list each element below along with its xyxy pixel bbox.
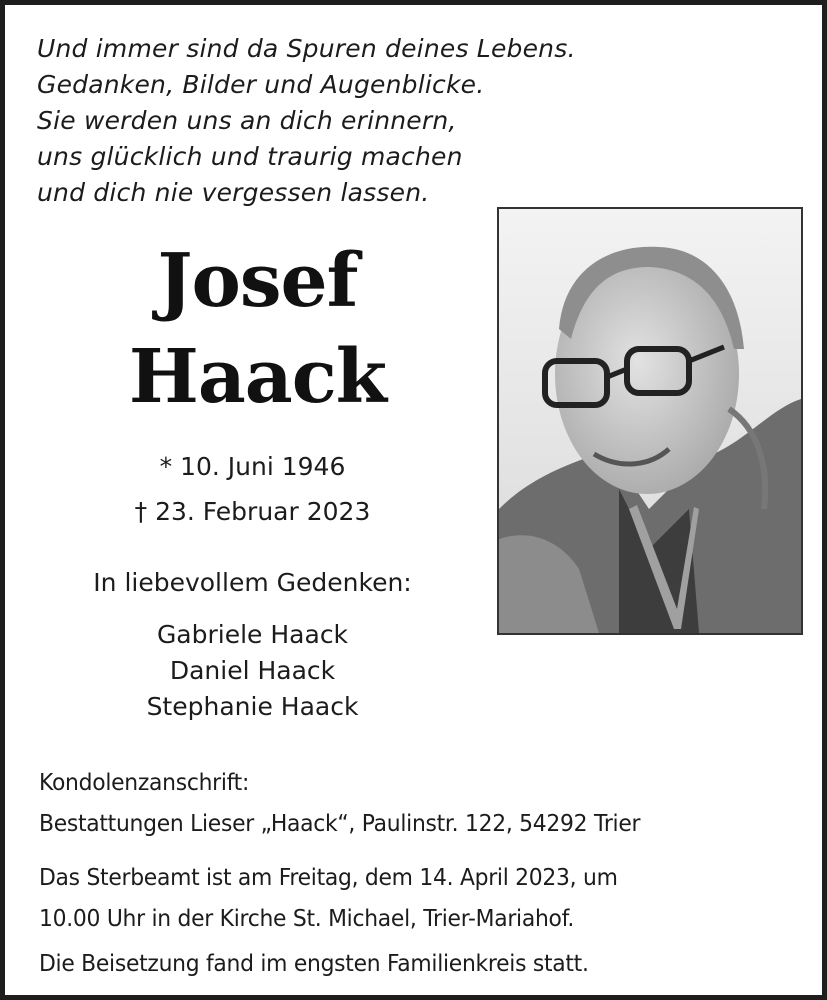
burial-info: Die Beisetzung fand im engsten Familienkreis statt.: [39, 949, 589, 977]
mourners-intro: In liebevollem Gedenken:: [93, 568, 412, 597]
poem-line: und dich nie vergessen lassen.: [37, 178, 430, 207]
death-date: † 23. Februar 2023: [134, 497, 371, 526]
deceased-first-name: Josef: [157, 238, 358, 324]
deceased-last-name: Haack: [128, 334, 387, 420]
mass-info-line-1: Das Sterbeamt ist am Freitag, dem 14. April 2023, um: [39, 863, 618, 891]
mourner-name: Gabriele Haack: [156, 620, 349, 649]
poem: [37, 31, 576, 211]
mourner-name: Stephanie Haack: [146, 692, 359, 721]
poem-line: Und immer sind da Spuren deines Lebens.: [37, 34, 576, 63]
poem-line: uns glücklich und traurig machen: [37, 142, 463, 171]
mourners-list: [65, 617, 440, 725]
condolence-label: Kondolenzanschrift:: [39, 768, 250, 796]
mourner-name: Daniel Haack: [169, 656, 336, 685]
portrait-illustration: [499, 209, 801, 633]
poem-line: Gedanken, Bilder und Augenblicke.: [37, 70, 485, 99]
mass-info-line-2: 10.00 Uhr in der Kirche St. Michael, Trier-Mariahof.: [39, 904, 575, 932]
condolence-address: Bestattungen Lieser „Haack“, Paulinstr. 122, 54292 Trier: [39, 809, 641, 837]
portrait-photo: [497, 207, 803, 635]
birth-date: * 10. Juni 1946: [159, 452, 346, 481]
poem-line: Sie werden uns an dich erinnern,: [37, 106, 457, 135]
